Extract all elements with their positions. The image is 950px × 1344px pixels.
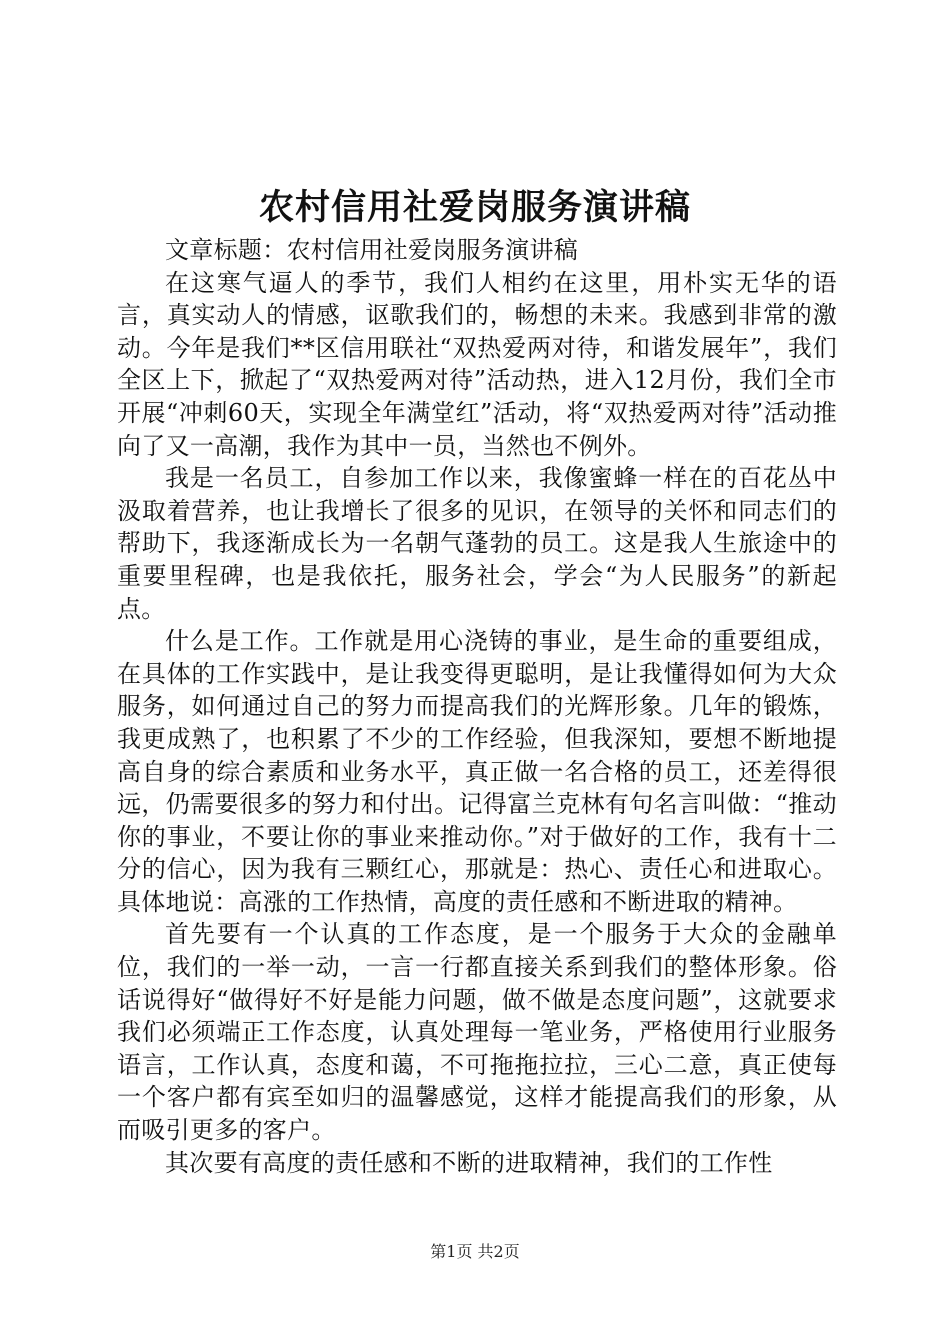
body-paragraph-4: 首先要有一个认真的工作态度，是一个服务于大众的金融单位，我们的一举一动，一言一行都直接关系到我们的整体形象。俗话说得好“做得好不好是能力问题，做不做是态度问题”，这就要求我们必须端正工作态度，认真处理每一笔业务，严格使用行业服务语言，工作认真，态度和蔼，不可拖拖拉拉，三心二意，真正使每一个客户都有宾至如归的温馨感觉，这样才能提高我们的形象，从而吸引更多的客户。 <box>117 920 837 1145</box>
body-paragraph-5: 其次要有高度的责任感和不断的进取精神，我们的工作性 <box>165 1148 773 1177</box>
document-body <box>117 234 837 1179</box>
body-paragraph-3: 什么是工作。工作就是用心浇铸的事业，是生命的重要组成，在具体的工作实践中，是让我变得更聪明，是让我懂得如何为大众服务，如何通过自己的努力而提高我们的光辉形象。几年的锻炼，我更成熟了，也积累了不少的工作经验，但我深知，要想不断地提高自身的综合素质和业务水平，真正做一名合格的员工，还差得很远，仍需要很多的努力和付出。记得富兰克林有句名言叫做：“推动你的事业，不要让你的事业来推动你。”对于做好的工作，我有十二分的信心，因为我有三颗红心，那就是：热心、责任心和进取心。具体地说：高涨的工作热情，高度的责任感和不断进取的精神。 <box>117 627 837 916</box>
article-title-line: 文章标题：农村信用社爱岗服务演讲稿 <box>165 236 579 264</box>
body-paragraph-2: 我是一名员工，自参加工作以来，我像蜜蜂一样在的百花丛中汲取着营养，也让我增长了很多的见识，在领导的关怀和同志们的帮助下，我逐渐成长为一名朝气蓬勃的员工。这是我人生旅途中的重要里程碑，也是我依托，服务社会，学会“为人民服务”的新起点。 <box>117 464 837 623</box>
document-title: 农村信用社爱岗服务演讲稿 <box>258 187 691 228</box>
page-number-footer: 第1页 共2页 <box>430 1242 520 1261</box>
body-paragraph-1: 在这寒气逼人的季节，我们人相约在这里，用朴实无华的语言，真实动人的情感，讴歌我们的，畅想的未来。我感到非常的激动。今年是我们**区信用联社“双热爱两对待，和谐发展年”，我们全区上下，掀起了“双热爱两对待”活动热，进入12月份，我们全市开展“冲刺60天，实现全年满堂红”活动，将“双热爱两对待”活动推向了又一高潮，我作为其中一员，当然也不例外。 <box>117 268 837 460</box>
